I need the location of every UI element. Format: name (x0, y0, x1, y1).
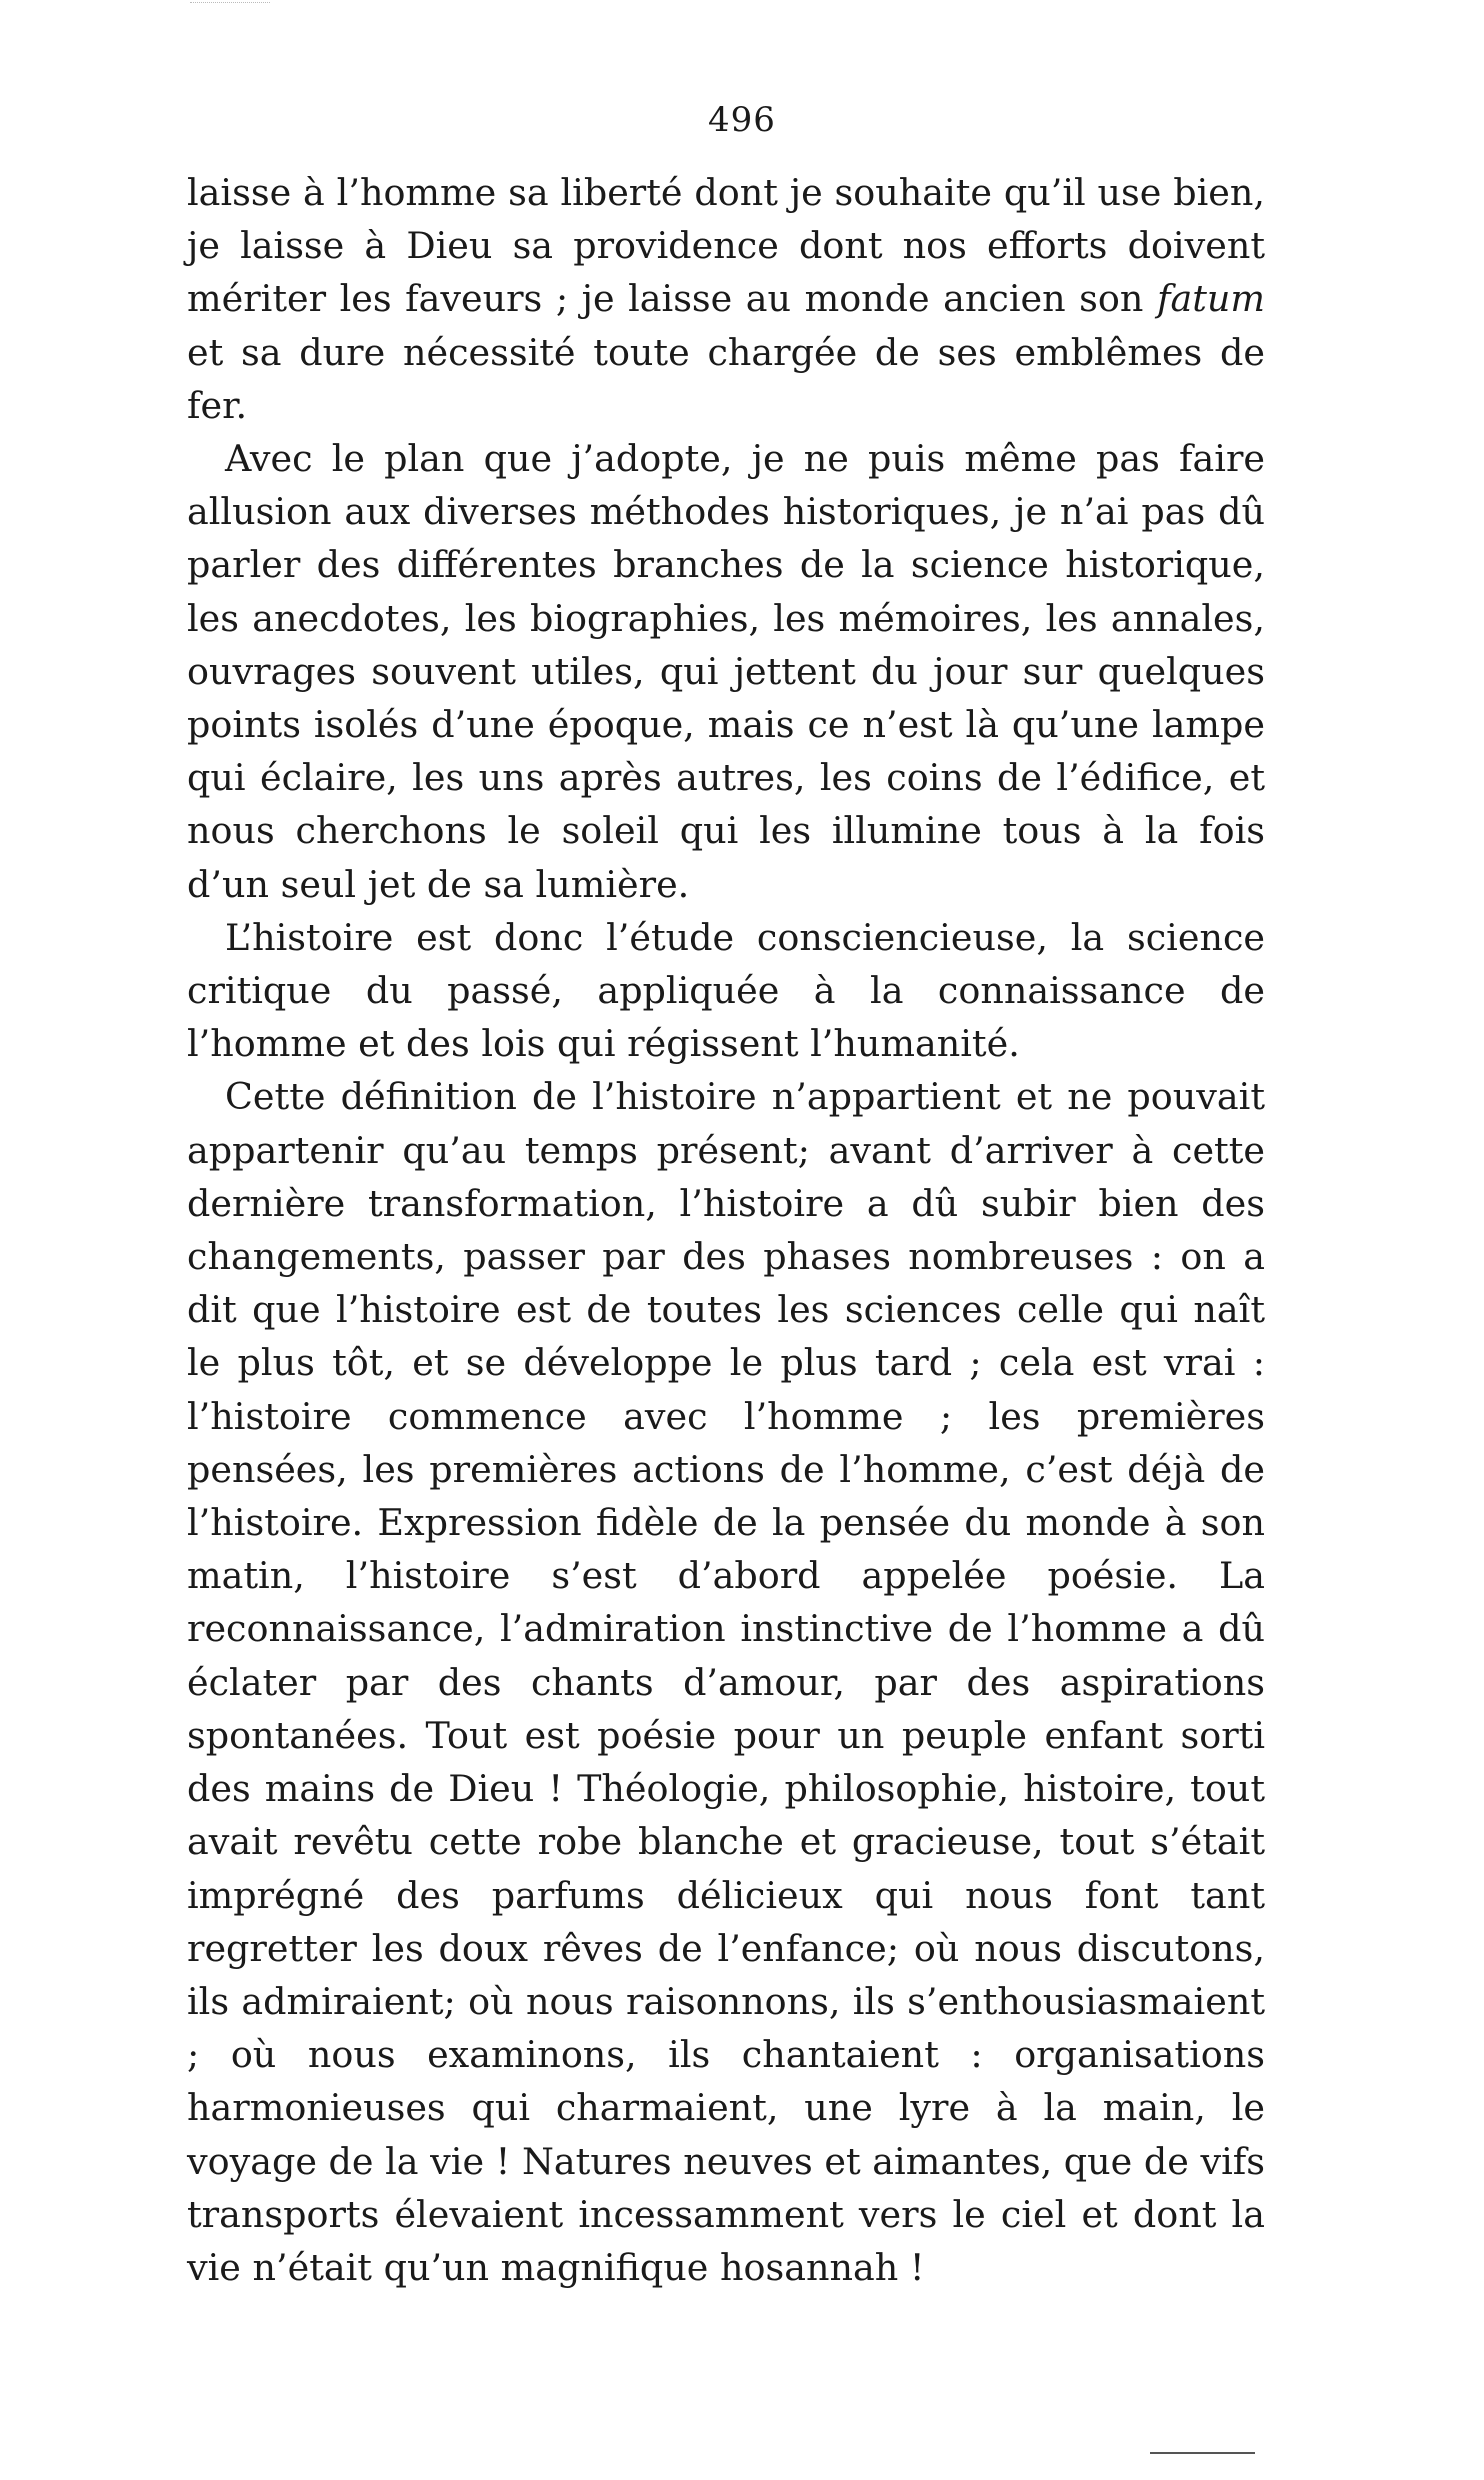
paragraph-2: Avec le plan que j’adopte, je ne puis même pas faire allusion aux diverses méthodes historiques, je n’ai pas dû parler des différentes branches de la science historique, les anecdotes, les biographies, les mémoires, les annales, ouvrages souvent utiles, qui jettent du jour sur quelques points isolés d’une époque, mais ce n’est là qu’une lampe qui éclaire, les uns après autres, les coins de l’édifice, et nous cherchons le soleil qui les illumine tous à la fois d’un seul jet de sa lumière. (187, 437, 1265, 906)
paragraph-1 (187, 166, 1265, 432)
paragraph-3: L’histoire est donc l’étude consciencieuse, la science critique du passé, appliquée à la connaissance de l’homme et des lois qui régissent l’humanité. (187, 915, 1265, 1066)
italic-term-fatum: fatum (1156, 277, 1265, 321)
page-number: 496 (708, 100, 776, 140)
paragraph-1-part-3: et sa dure nécessité toute chargée de ses emblêmes de fer. (187, 330, 1265, 427)
paragraph-4: Cette définition de l’histoire n’appartient et ne pouvait appartenir qu’au temps présent; avant d’arriver à cette dernière transformation, l’histoire a dû subir bien des changements, passer par des phases nombreuses : on a dit que l’histoire est de toutes les sciences celle qui naît le plus tôt, et se développe le plus tard ; cela est vrai : l’histoire commence avec l’homme ; les premières pensées, les premières actions de l’homme, c’est déjà de l’histoire. Expression fidèle de la pensée du monde à son matin, l’histoire s’est d’abord appelée poésie. La reconnaissance, l’admiration instinctive de l’homme a dû éclater par des chants d’amour, par des aspirations spontanées. Tout est poésie pour un peuple enfant sorti des mains de Dieu ! Théologie, philosophie, histoire, tout avait revêtu cette robe blanche et gracieuse, tout s’était imprégné des parfums délicieux qui nous font tant regretter les doux rêves de l’enfance; où nous discutons, ils admiraient; où nous raisonnons, ils s’enthousiasmaient ; où nous examinons, ils chantaient : organisations harmonieuses qui charmaient, une lyre à la main, le voyage de la vie ! Natures neuves et aimantes, que de vifs transports élevaient incessamment vers le ciel et dont la vie n’était qu’un magnifique hosannah ! (187, 1075, 1265, 2289)
paragraph-1-part-1: laisse à l’homme sa liberté dont je souhaite qu’il use bien, je laisse à Dieu sa providence dont nos efforts doivent mériter les faveurs ; je laisse au monde ancien son (187, 171, 1265, 321)
bottom-rule (1150, 2452, 1255, 2454)
scan-artifact-mark (190, 2, 270, 3)
body-text (187, 166, 1265, 2294)
